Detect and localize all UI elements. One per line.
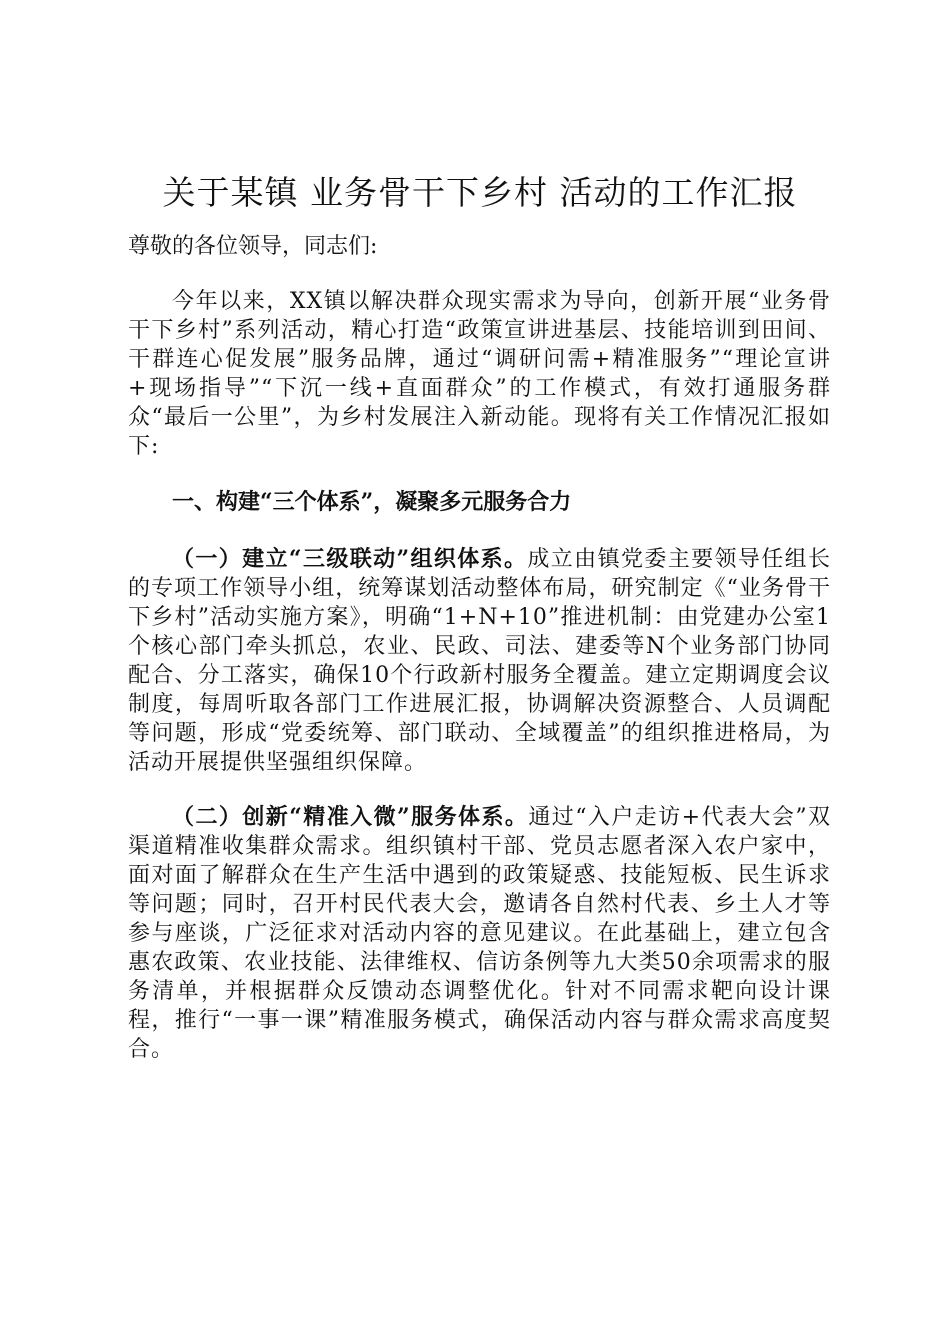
subsection-paragraph-1 bbox=[128, 545, 831, 777]
subsection-paragraph-2 bbox=[128, 803, 831, 1064]
salutation: 尊敬的各位领导，同志们: bbox=[128, 234, 378, 259]
subsection-body-1: 成立由镇党委主要领导任组长的专项工作领导小组，统筹谋划活动整体布局，研究制定《“业务骨干下乡村”活动实施方案》，明确“1+N+10”推进机制：由党建办公室1个核心部门牵头抓总，农业、民政、司法、建委等N个业务部门协同配合、分工落实，确保10个行政新村服务全覆盖。建立定期调度会议制度，每周听取各部门工作进展汇报，协调解决资源整合、人员调配等问题，形成“党委统筹、部门联动、全域覆盖”的组织推进格局，为活动开展提供坚强组织保障。 bbox=[128, 547, 831, 775]
subsection-body-2: 通过“入户走访+代表大会”双渠道精准收集群众需求。组织镇村干部、党员志愿者深入农户家中，面对面了解群众在生产生活中遇到的政策疑惑、技能短板、民生诉求等问题；同时，召开村民代表大会，邀请各自然村代表、乡土人才等参与座谈，广泛征求对活动内容的意见建议。在此基础上，建立包含惠农政策、农业技能、法律维权、信访条例等九大类50余项需求的服务清单，并根据群众反馈动态调整优化。针对不同需求靶向设计课程，推行“一事一课”精准服务模式，确保活动内容与群众需求高度契合。 bbox=[128, 805, 832, 1062]
intro-paragraph: 今年以来，XX镇以解决群众现实需求为导向，创新开展“业务骨干下乡村”系列活动，精心打造“政策宣讲进基层、技能培训到田间、干群连心促发展”服务品牌，通过“调研问需+精准服务”“理论宣讲+现场指导”“下沉一线+直面群众”的工作模式，有效打通服务群众“最后一公里”，为乡村发展注入新动能。现将有关工作情况汇报如下: bbox=[128, 289, 831, 459]
subsection-lead-1: （一）建立“三级联动”组织体系。 bbox=[172, 546, 528, 572]
document-title: 关于某镇 业务骨干下乡村 活动的工作汇报 bbox=[162, 173, 798, 212]
section-heading-1: 一、构建“三个体系”，凝聚多元服务合力 bbox=[172, 489, 572, 515]
subsection-lead-2: （二）创新“精准入微”服务体系。 bbox=[172, 804, 529, 830]
document-page bbox=[128, 168, 831, 1064]
